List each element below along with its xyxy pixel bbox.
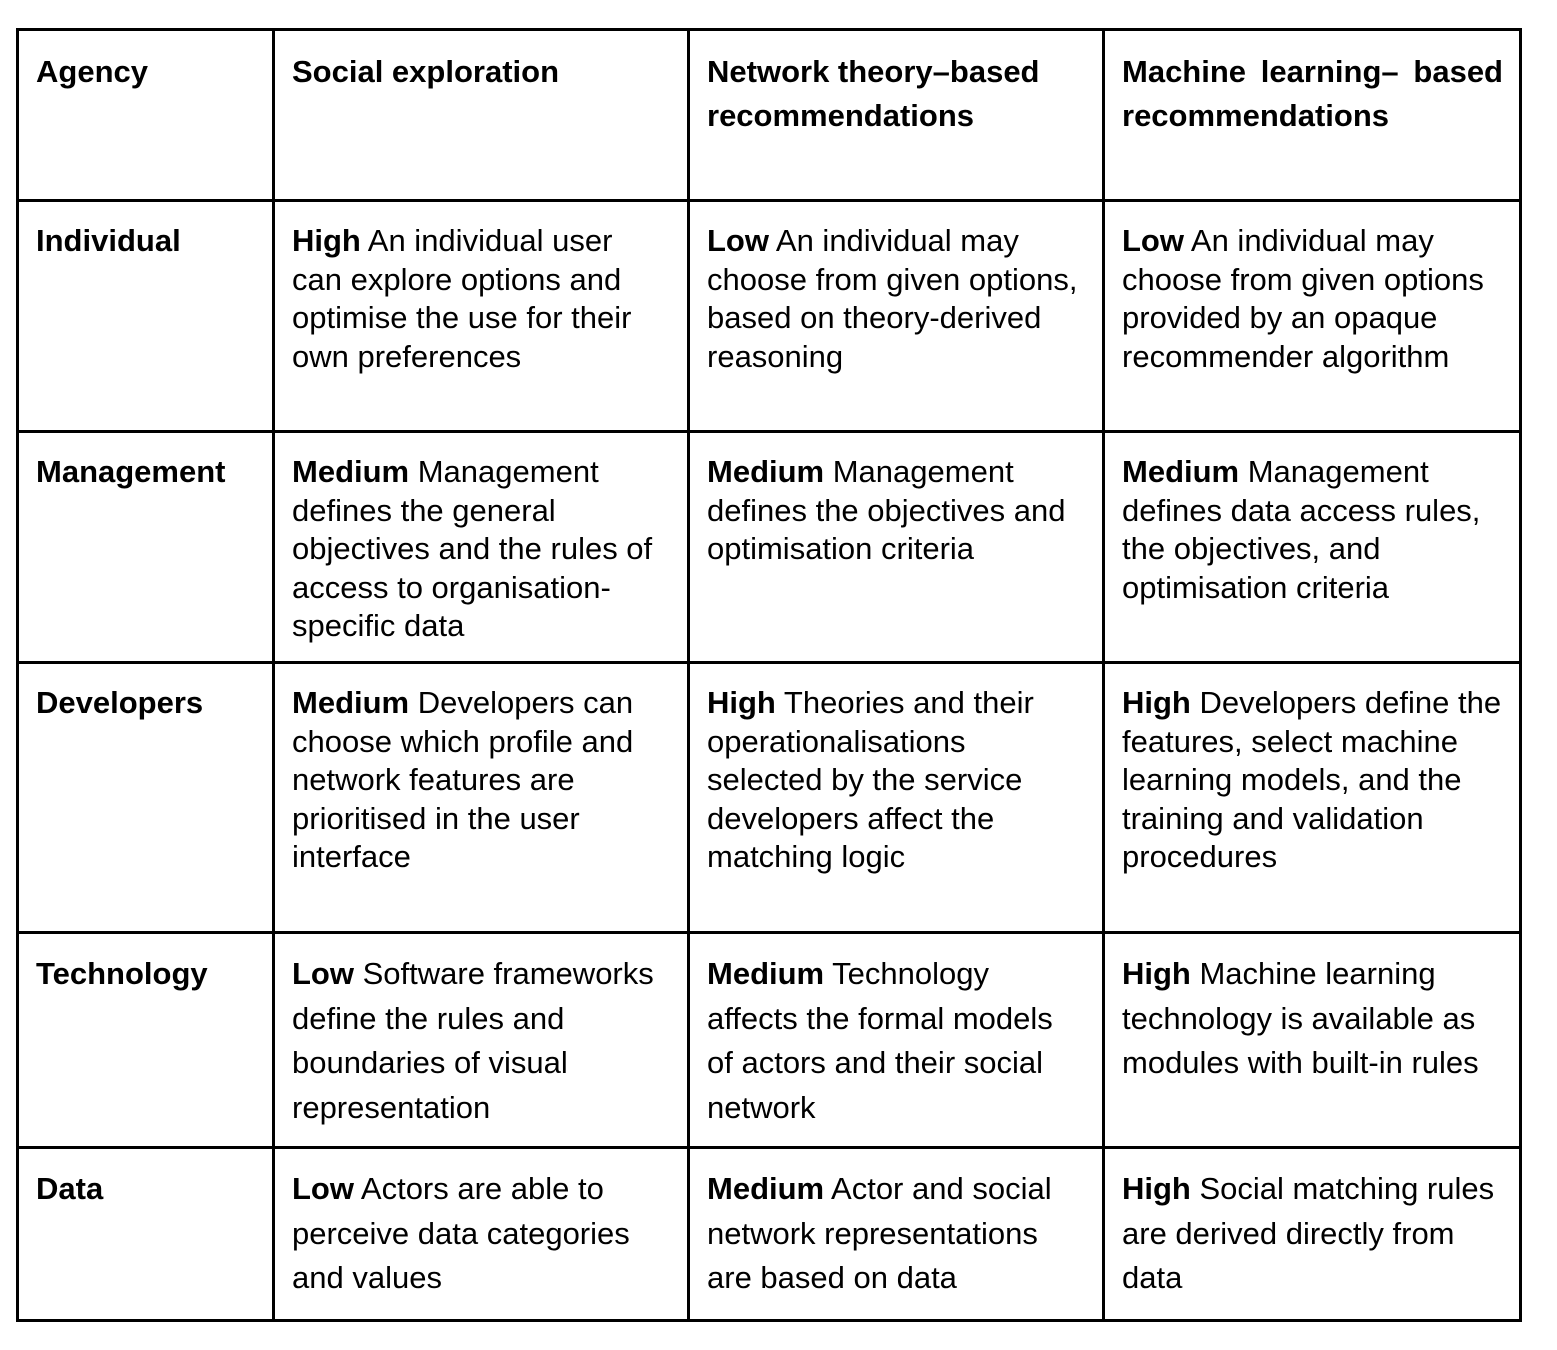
row-label-individual: Individual	[18, 201, 274, 432]
table-cell	[689, 663, 1104, 933]
level-label: Low	[1122, 223, 1184, 258]
row-label-data: Data	[18, 1148, 274, 1321]
cell-text: Developers define the features, select machine learning models, and the training and validation procedures	[1122, 685, 1502, 874]
level-label: Medium	[292, 685, 410, 720]
table-cell	[1104, 432, 1521, 663]
level-label: Medium	[707, 1171, 825, 1206]
header-machine-learning: Machine learning– based recommendations	[1104, 30, 1521, 201]
table-cell	[1104, 1148, 1521, 1321]
table-cell	[1104, 933, 1521, 1148]
cell-text: Machine learning technology is available as modules with built-in rules	[1122, 956, 1479, 1080]
table-cell	[274, 663, 689, 933]
cell-text: Management defines data access rules, the objectives, and optimisation criteria	[1122, 454, 1481, 605]
header-network-theory: Network theory–based recommendations	[689, 30, 1104, 201]
cell-text: An individual may choose from given options, based on theory-derived reasoning	[707, 223, 1078, 374]
table-cell	[274, 432, 689, 663]
table-row	[18, 432, 1521, 663]
table-cell	[274, 1148, 689, 1321]
cell-text: Management defines the objectives and optimisation criteria	[707, 454, 1066, 566]
cell-text: Theories and their operationalisations selected by the service developers affect the matching logic	[707, 685, 1034, 874]
level-label: High	[292, 223, 361, 258]
table-row	[18, 933, 1521, 1148]
level-label: High	[1122, 1171, 1191, 1206]
header-social-exploration: Social exploration	[274, 30, 689, 201]
table-cell	[689, 432, 1104, 663]
cell-text: Technology affects the formal models of actors and their social network	[707, 956, 1053, 1125]
level-label: Low	[292, 956, 354, 991]
cell-text: Social matching rules are derived directly from data	[1122, 1171, 1495, 1295]
level-label: Low	[707, 223, 769, 258]
table-cell	[689, 1148, 1104, 1321]
level-label: Medium	[292, 454, 410, 489]
cell-text: Management defines the general objectives and the rules of access to organisation-specific data	[292, 454, 653, 643]
level-label: Medium	[707, 454, 825, 489]
cell-text: Actor and social network representations are based on data	[707, 1171, 1052, 1295]
table-row	[18, 1148, 1521, 1321]
table-row	[18, 201, 1521, 432]
cell-text: An individual may choose from given options provided by an opaque recommender algorithm	[1122, 223, 1484, 374]
cell-text: Developers can choose which profile and network features are prioritised in the user interface	[292, 685, 634, 874]
table-cell	[274, 933, 689, 1148]
table-cell	[1104, 663, 1521, 933]
table-cell	[689, 933, 1104, 1148]
table-row	[18, 663, 1521, 933]
row-label-technology: Technology	[18, 933, 274, 1148]
level-label: Medium	[707, 956, 825, 991]
cell-text: Actors are able to perceive data categories and values	[292, 1171, 630, 1295]
level-label: High	[707, 685, 776, 720]
level-label: Medium	[1122, 454, 1240, 489]
table-cell	[1104, 201, 1521, 432]
level-label: High	[1122, 685, 1191, 720]
row-label-developers: Developers	[18, 663, 274, 933]
level-label: Low	[292, 1171, 354, 1206]
table-cell	[274, 201, 689, 432]
cell-text: An individual user can explore options and optimise the use for their own preferences	[292, 223, 632, 374]
row-label-management: Management	[18, 432, 274, 663]
cell-text: Software frameworks define the rules and boundaries of visual representation	[292, 956, 654, 1125]
table-cell	[689, 201, 1104, 432]
table-header-row	[18, 30, 1521, 201]
level-label: High	[1122, 956, 1191, 991]
agency-table	[16, 28, 1522, 1322]
header-agency: Agency	[18, 30, 274, 201]
